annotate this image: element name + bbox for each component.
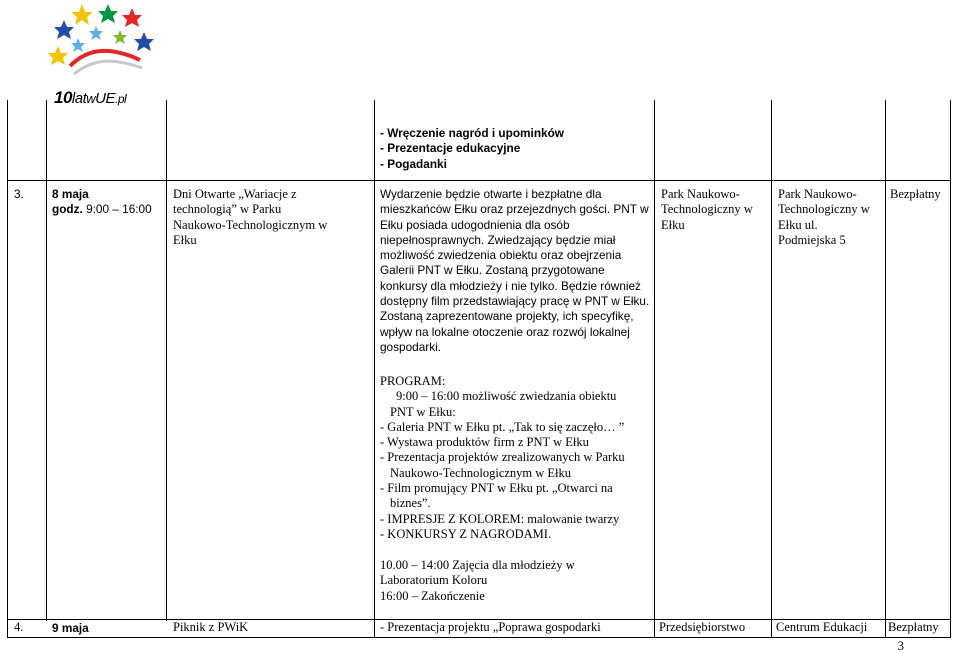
- list-item: - Wystawa produktów firm z PNT w Ełku: [380, 435, 589, 450]
- row4-date: 9 maja: [52, 621, 89, 635]
- table-row-border: [7, 637, 951, 638]
- row3-date-day: 8 maja: [52, 187, 89, 201]
- page-number: 3: [897, 638, 904, 653]
- list-item: - Prezentacje edukacyjne: [380, 141, 521, 156]
- row3-place: Park Naukowo-Technologiczny w Ełku ul. Podmiejska 5: [778, 187, 870, 247]
- stars-logo-graphic: [48, 2, 158, 92]
- list-item: 9:00 – 16:00 możliwość zwiedzania obiektu: [396, 389, 617, 404]
- row3-program: [380, 374, 652, 542]
- list-item: PNT w Ełku:: [390, 404, 456, 419]
- list-item: biznes”.: [390, 496, 431, 511]
- table-col-divider: [166, 100, 167, 621]
- row3-time-prefix: godz.: [52, 202, 83, 217]
- list-item: Naukowo-Technologicznym w Ełku: [390, 465, 572, 480]
- list-item: 10.00 – 14:00 Zajęcia dla młodzieży w: [380, 558, 575, 572]
- prev-row-description: [380, 126, 564, 172]
- row3-description: Wydarzenie będzie otwarte i bezpłatne dla mieszkańców Ełku oraz przejezdnych gości. PNT w Ełku posiada udogodnienia dla osób niepełnosprawnych. Zwiedzający będzie miał możliwość zwiedzenia obiektu oraz obejrzenia Galerii PNT w Ełku. Zostaną przygotowane konkursy dla młodzieży i nie tylko. Będzie również dostępny film przedstawiający pracę w PNT w Ełku. Zostaną zaprezentowane projekty, ich specyfikę, wpływ na lokalne otoczenie oraz rozwój lokalnej gospodarki.: [380, 187, 650, 354]
- table-col-divider: [46, 100, 47, 621]
- row3-extra-schedule: [380, 558, 652, 604]
- table-row-border: [7, 180, 951, 181]
- program-label: PROGRAM:: [380, 374, 446, 388]
- list-item: - KONKURSY Z NAGRODAMI.: [380, 526, 552, 541]
- row3-event-name: Dni Otwarte „Wariacje z technologią” w Parku Naukowo-Technologicznym w Ełku: [173, 187, 328, 247]
- row4-price: Bezpłatny: [888, 620, 939, 634]
- list-item: - Pogadanki: [380, 156, 447, 171]
- row3-organizer: Park Naukowo-Technologiczny w Ełku: [661, 187, 753, 232]
- row3-price: Bezpłatny: [890, 187, 941, 201]
- row3-time: 9:00 – 16:00: [82, 202, 152, 217]
- list-item: - Film promujący PNT w Ełku pt. „Otwarci na: [380, 481, 613, 496]
- list-item: Laboratorium Koloru: [380, 573, 488, 588]
- row3-date: [52, 187, 164, 218]
- list-item: - Galeria PNT w Ełku pt. „Tak to się zaczęło… ”: [380, 419, 625, 434]
- list-item: - Wręczenie nagród i upominków: [380, 126, 564, 140]
- list-item: - IMPRESJE Z KOLOREM: malowanie twarzy: [380, 511, 620, 526]
- row3-number: 3.: [14, 187, 24, 201]
- row4-description: - Prezentacja projektu „Poprawa gospodarki: [380, 620, 601, 634]
- list-item: 16:00 – Zakończenie: [380, 588, 485, 603]
- row4-organizer: Przedsiębiorstwo: [659, 620, 746, 634]
- row4-place: Centrum Edukacji: [776, 620, 868, 634]
- logo-10-lat-w-ue: [48, 2, 158, 108]
- row4-number: 4.: [14, 620, 24, 634]
- logo-wordmark: 10latwUE.pl: [54, 88, 127, 107]
- list-item: - Prezentacja projektów zrealizowanych w Parku: [380, 450, 625, 465]
- row4-event-name: Piknik z PWiK: [173, 620, 249, 634]
